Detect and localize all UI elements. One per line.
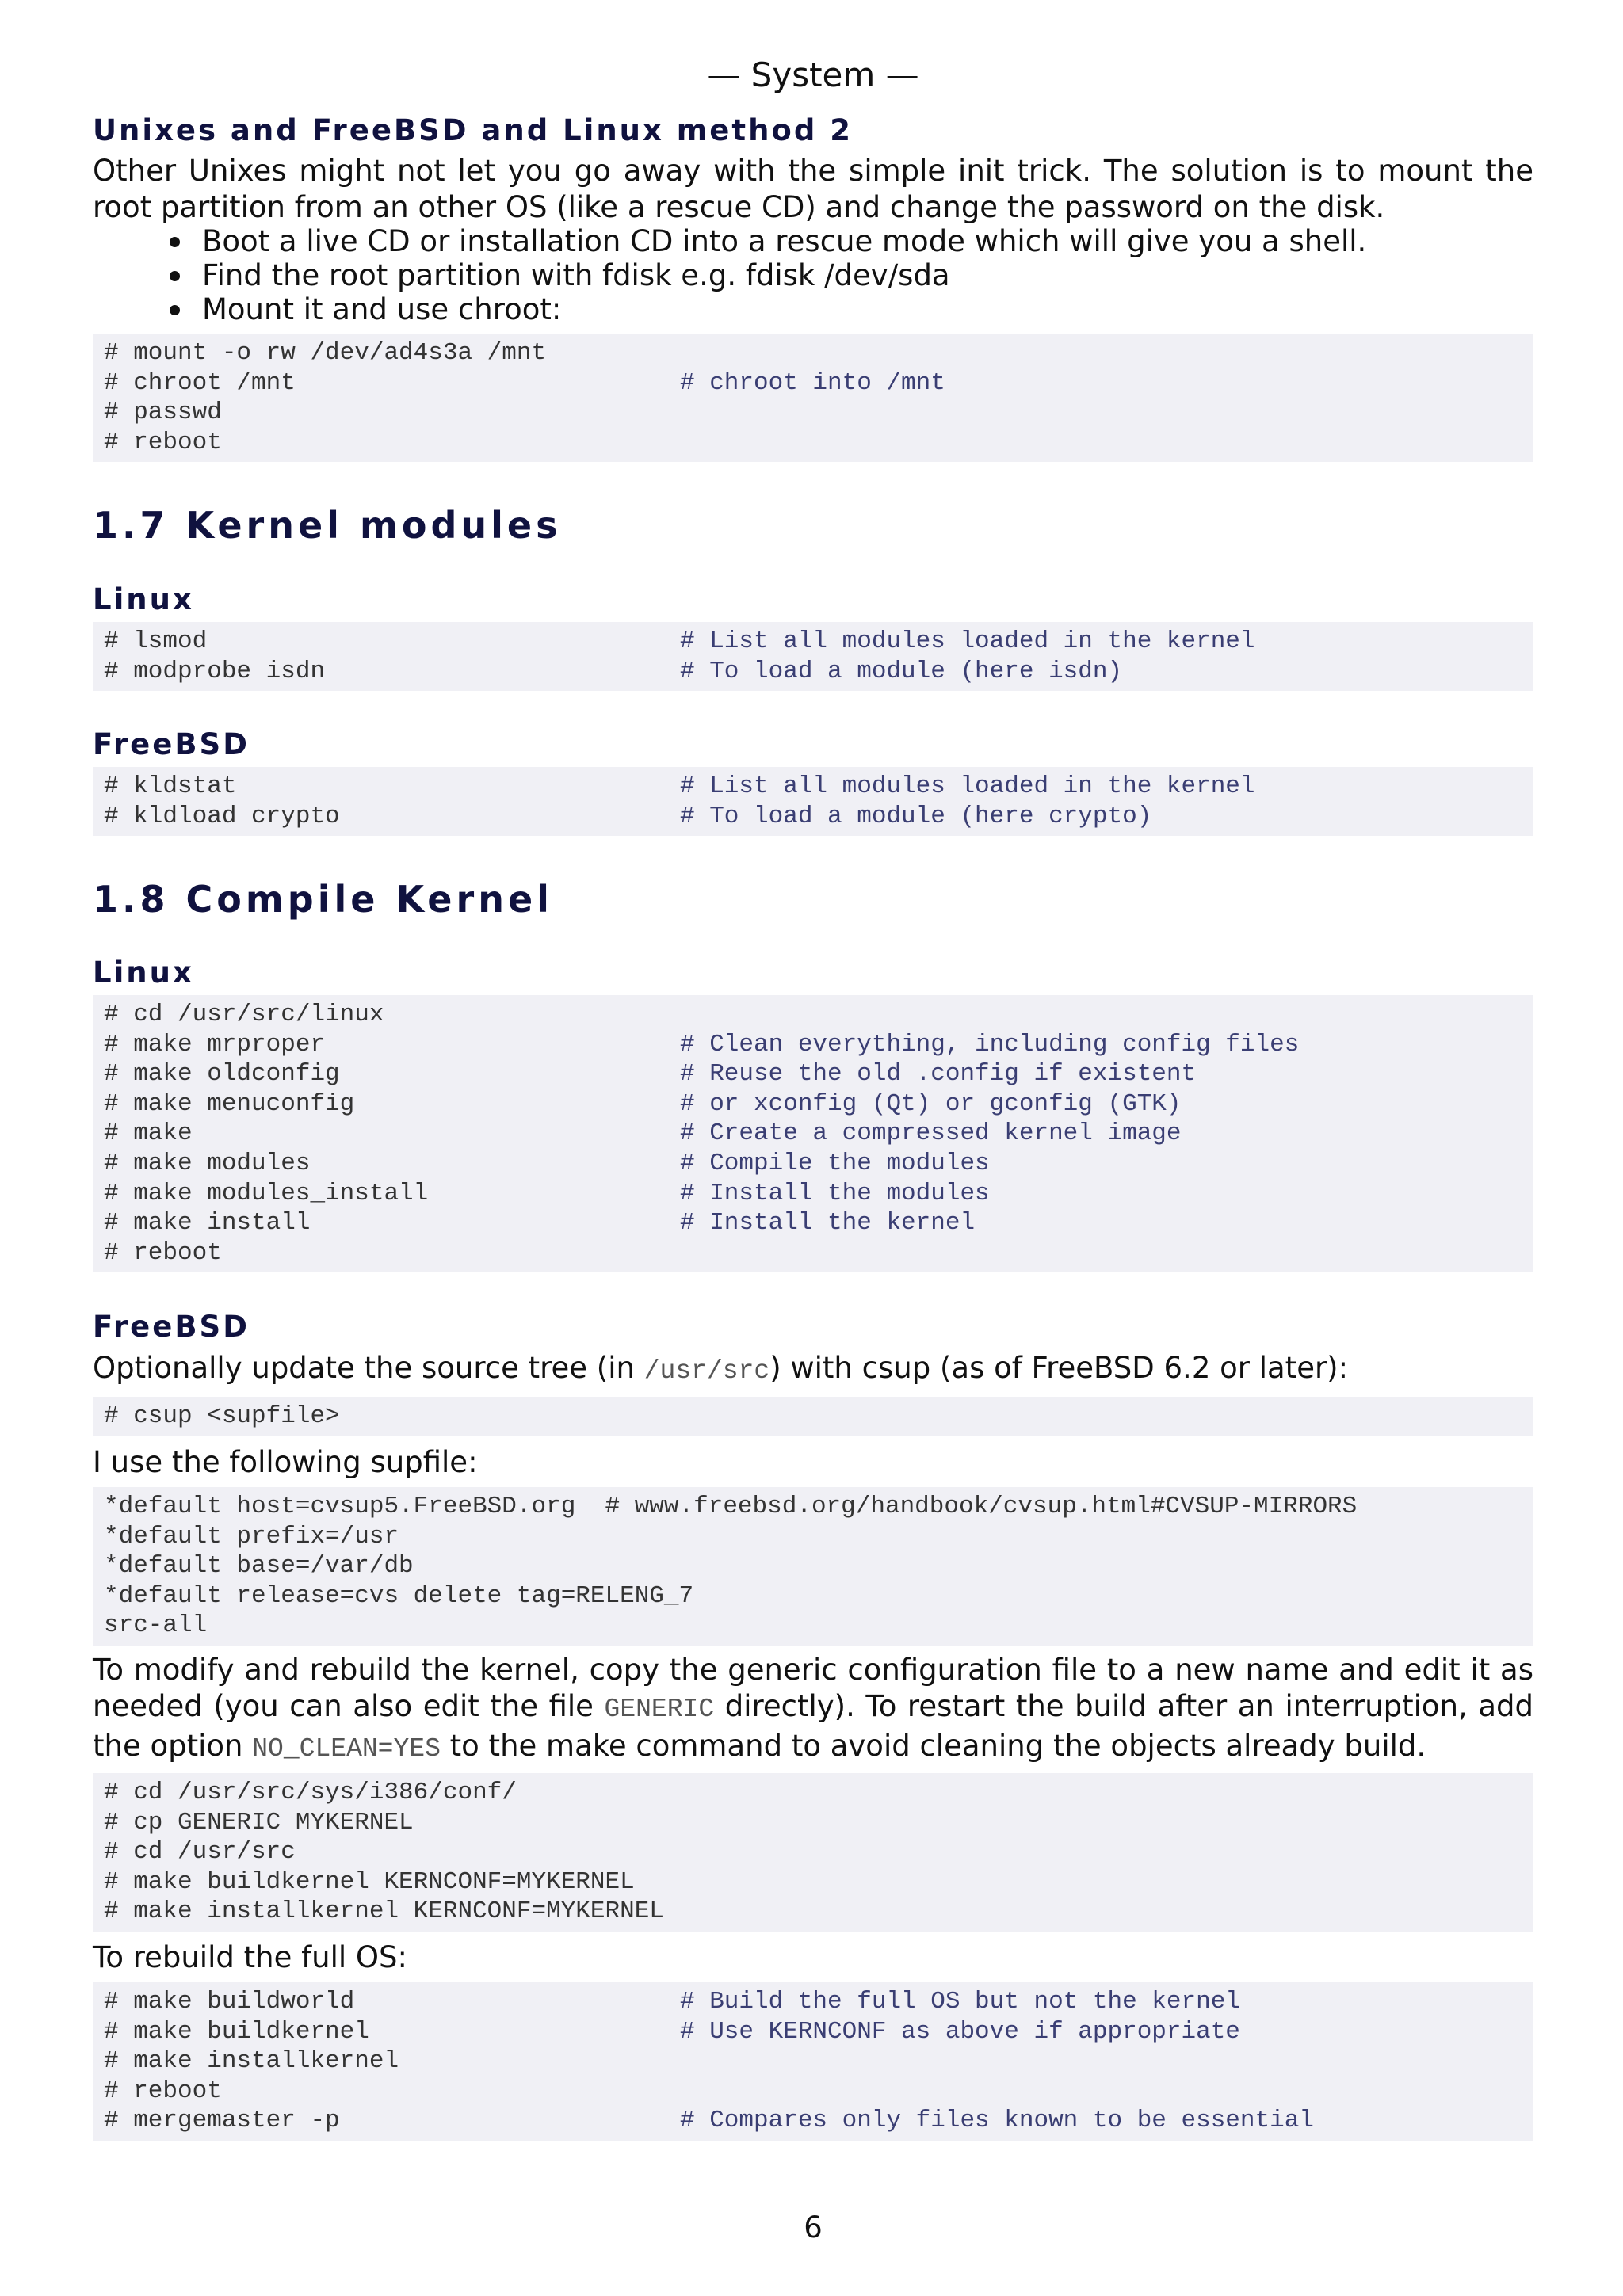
code-comment: # Clean everything, including config files	[680, 1030, 1300, 1058]
code-command: # make buildkernel	[104, 2017, 369, 2046]
code-comment: # or xconfig (Qt) or gconfig (GTK)	[680, 1089, 1182, 1118]
code-command: # chroot /mnt	[104, 368, 296, 397]
code-line	[104, 368, 1522, 399]
subsection-heading-linux: Linux	[93, 582, 194, 616]
code-block-linux-modules	[93, 622, 1533, 691]
section-heading-unix-method2: Unixes and FreeBSD and Linux method 2	[93, 113, 853, 147]
code-comment: # List all modules loaded in the kernel	[680, 627, 1255, 655]
page-header: — System —	[707, 55, 919, 94]
code-command: # reboot	[104, 1238, 222, 1267]
text-span: To modify and rebuild the kernel, copy the generic configuration file to a new name and edit it as needed (you can also edit the file	[93, 1653, 1533, 1723]
code-block-rebuild-os	[93, 1982, 1533, 2141]
code-block-linux-compile	[93, 995, 1533, 1272]
code-comment: # chroot into /mnt	[680, 368, 945, 397]
code-text: # cd /usr/src	[104, 1838, 296, 1867]
code-line	[104, 1522, 1522, 1552]
code-line	[104, 398, 1522, 428]
code-comment: # Build the full OS but not the kernel	[680, 1988, 1240, 2016]
code-command: # make modules	[104, 1149, 311, 1177]
code-command: # kldstat	[104, 772, 237, 800]
code-block-freebsd-modules	[93, 767, 1533, 836]
code-command: # make oldconfig	[104, 1060, 340, 1089]
code-line	[104, 772, 1522, 802]
code-line	[104, 1778, 1522, 1808]
code-text: # make installkernel KERNCONF=MYKERNEL	[104, 1897, 664, 1926]
code-block-build-kernel	[93, 1773, 1533, 1932]
code-line	[104, 1208, 1522, 1238]
code-command: # make	[104, 1119, 193, 1148]
code-line	[104, 1030, 1522, 1060]
code-command: # lsmod	[104, 627, 208, 655]
page-number: 6	[804, 2210, 823, 2245]
code-line	[104, 428, 1522, 458]
code-command: # mergemaster -p	[104, 2107, 340, 2135]
code-comment: # Reuse the old .config if existent	[680, 1060, 1197, 1089]
code-comment: # To load a module (here isdn)	[680, 657, 1123, 685]
code-line	[104, 1089, 1522, 1119]
text-span: ) with csup (as of FreeBSD 6.2 or later):	[769, 1351, 1349, 1385]
code-command: # csup <supfile>	[104, 1402, 340, 1430]
code-text: *default release=cvs delete tag=RELENG_7	[104, 1581, 694, 1610]
code-line	[104, 1808, 1522, 1838]
list-item: Boot a live CD or installation CD into a rescue mode which will give you a shell.	[93, 224, 1366, 258]
code-command: # reboot	[104, 2077, 222, 2105]
code-comment: # To load a module (here crypto)	[680, 802, 1152, 830]
code-line	[104, 1551, 1522, 1581]
code-block-supfile	[93, 1487, 1533, 1646]
code-line	[104, 1611, 1522, 1641]
code-line	[104, 2017, 1522, 2047]
list-item: Mount it and use chroot:	[93, 292, 1366, 326]
code-comment: # Compares only files known to be essential	[680, 2107, 1314, 2135]
code-command: # mount -o rw /dev/ad4s3a /mnt	[104, 339, 547, 367]
code-comment: # Install the modules	[680, 1179, 990, 1207]
code-line	[104, 802, 1522, 832]
code-text: # cd /usr/src/sys/i386/conf/	[104, 1779, 517, 1806]
code-line	[104, 1149, 1522, 1179]
code-command: # modprobe isdn	[104, 657, 326, 685]
bullet-list	[93, 224, 1366, 326]
code-line	[104, 338, 1522, 368]
text-span: to the make command to avoid cleaning the objects already build.	[440, 1729, 1426, 1763]
code-command: # kldload crypto	[104, 802, 340, 830]
code-text: # cp GENERIC MYKERNEL	[104, 1808, 414, 1836]
code-line	[104, 1581, 1522, 1611]
inline-code: NO_CLEAN=YES	[252, 1734, 441, 1764]
paragraph-method2-intro: Other Unixes might not let you go away with the simple init trick. The solution is to mount the root partition from an other OS (like a rescue CD) and change the password on the disk.	[93, 154, 1533, 224]
code-command: # make install	[104, 1209, 311, 1238]
code-comment: # Use KERNCONF as above if appropriate	[680, 2017, 1240, 2046]
code-text: *default host=cvsup5.FreeBSD.org # www.freebsd.org/handbook/cvsup.html#CVSUP-MIRRORS	[104, 1493, 1358, 1520]
text-span: Optionally update the source tree (in	[93, 1351, 644, 1385]
code-line	[104, 1238, 1522, 1268]
code-command: # cd /usr/src/linux	[104, 1001, 384, 1028]
code-line	[104, 657, 1522, 687]
code-line	[104, 2106, 1522, 2136]
code-line	[104, 1897, 1522, 1927]
code-command: # reboot	[104, 428, 222, 456]
code-comment: # Create a compressed kernel image	[680, 1119, 1182, 1148]
paragraph-modify-kernel	[93, 1652, 1533, 1768]
code-command: # make buildworld	[104, 1988, 355, 2016]
code-line	[104, 1059, 1522, 1089]
inline-code: GENERIC	[604, 1695, 715, 1724]
text-span: directly). To restart the build after an interruption, add the option	[93, 1689, 1533, 1763]
code-line	[104, 2046, 1522, 2077]
subsection-heading-freebsd: FreeBSD	[93, 727, 250, 761]
code-block-chroot	[93, 334, 1533, 462]
inline-code: /usr/src	[643, 1356, 770, 1386]
code-line	[104, 1492, 1522, 1522]
paragraph-rebuild-intro: To rebuild the full OS:	[93, 1940, 407, 1974]
code-line	[104, 1402, 1522, 1432]
code-command: # passwd	[104, 399, 222, 427]
code-command: # make menuconfig	[104, 1089, 355, 1118]
code-text: *default base=/var/db	[104, 1552, 414, 1581]
code-line	[104, 1000, 1522, 1030]
code-line	[104, 1867, 1522, 1897]
code-comment: # Compile the modules	[680, 1149, 990, 1177]
paragraph-csup-intro	[93, 1350, 1533, 1390]
subsection-heading-linux: Linux	[93, 955, 194, 990]
section-title-compile-kernel: 1.8 Compile Kernel	[93, 878, 553, 921]
list-item: Find the root partition with fdisk e.g. fdisk /dev/sda	[93, 258, 1366, 292]
subsection-heading-freebsd: FreeBSD	[93, 1310, 250, 1344]
code-text: src-all	[104, 1611, 208, 1640]
code-command: # make modules_install	[104, 1179, 429, 1207]
code-command: # make mrproper	[104, 1030, 326, 1058]
code-line	[104, 1119, 1522, 1149]
code-command: # make installkernel	[104, 2047, 399, 2076]
code-comment: # List all modules loaded in the kernel	[680, 772, 1255, 800]
code-text: # make buildkernel KERNCONF=MYKERNEL	[104, 1867, 635, 1896]
code-comment: # Install the kernel	[680, 1209, 976, 1238]
code-line	[104, 1179, 1522, 1209]
section-title-kernel-modules: 1.7 Kernel modules	[93, 504, 562, 547]
code-line	[104, 1837, 1522, 1867]
paragraph-supfile-intro: I use the following supfile:	[93, 1445, 478, 1479]
code-text: *default prefix=/usr	[104, 1522, 399, 1550]
code-line	[104, 1987, 1522, 2017]
code-line	[104, 2077, 1522, 2107]
code-block-csup	[93, 1397, 1533, 1436]
code-line	[104, 627, 1522, 657]
